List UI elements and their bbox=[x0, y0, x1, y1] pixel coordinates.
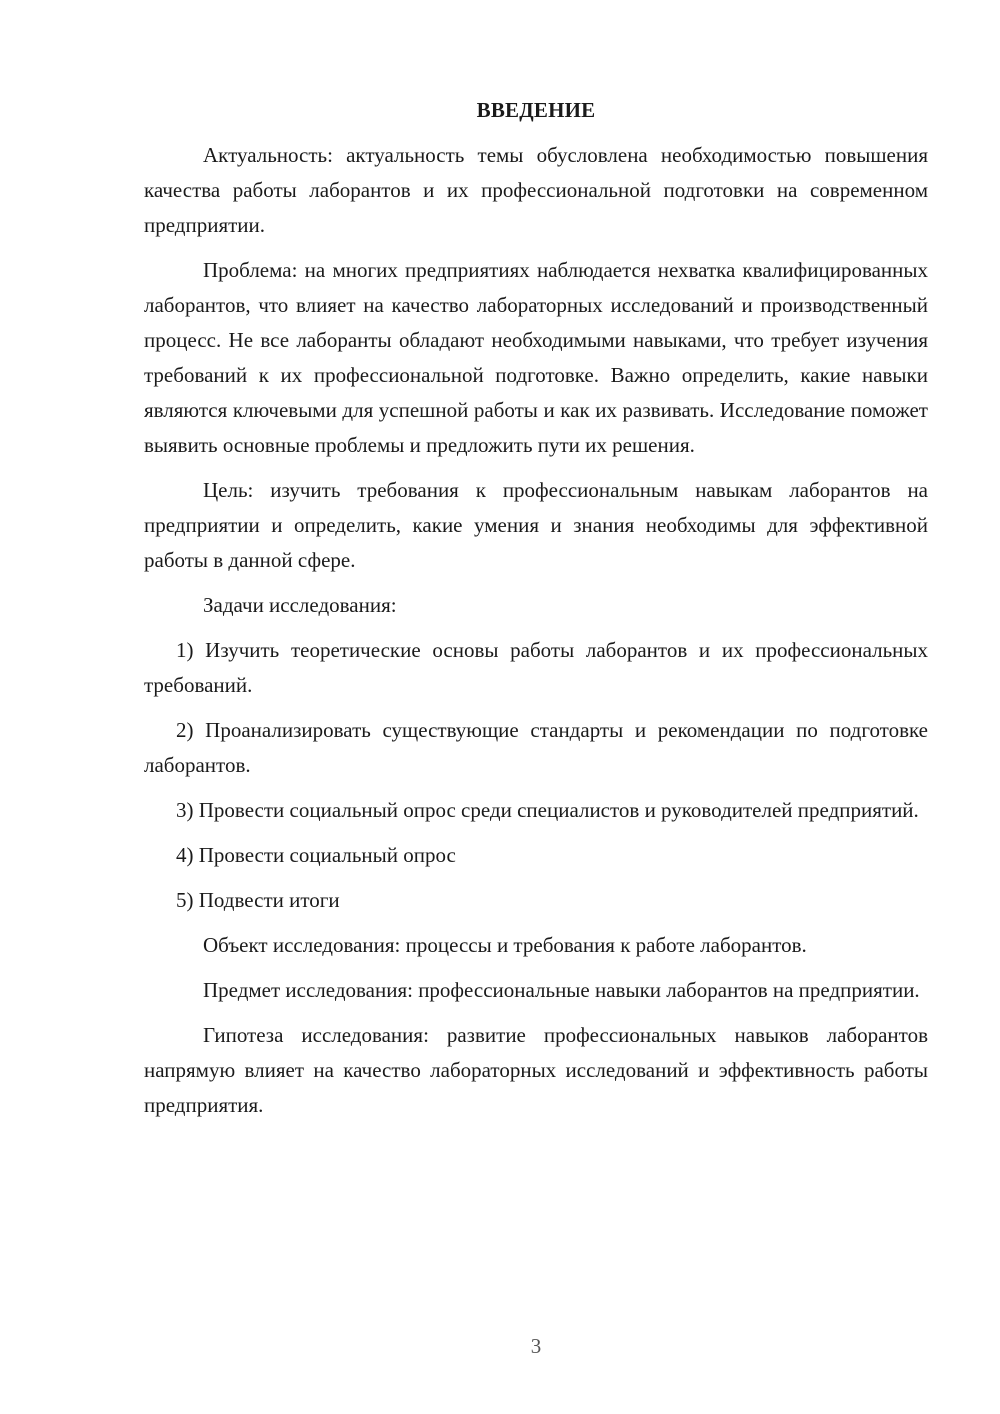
task-item-2: 2) Проанализировать существующие стандарты и рекомендации по подготовке лаборантов. bbox=[144, 718, 928, 777]
document-page bbox=[144, 92, 928, 1133]
task-item-1: 1) Изучить теоретические основы работы лаборантов и их профессиональных требований. bbox=[144, 638, 928, 697]
paragraph-problem: Проблема: на многих предприятиях наблюдается нехватка квалифицированных лаборантов, что влияет на качество лабораторных исследований и производственный процесс. Не все лаборанты обладают необходимыми навыками, что требует изучения требований к их профессиональной подготовке. Важно определить, какие навыки являются ключевыми для успешной работы и как их развивать. Исследование поможет выявить основные проблемы и предложить пути их решения. bbox=[144, 258, 928, 457]
section-title: ВВЕДЕНИЕ bbox=[476, 98, 596, 122]
paragraph-goal: Цель: изучить требования к профессиональным навыкам лаборантов на предприятии и определить, какие умения и знания необходимы для эффективной работы в данной сфере. bbox=[144, 478, 928, 572]
page-number: 3 bbox=[530, 1334, 542, 1358]
paragraph-object: Объект исследования: процессы и требования к работе лаборантов. bbox=[203, 933, 807, 957]
paragraph-relevance: Актуальность: актуальность темы обусловлена необходимостью повышения качества работы лаборантов и их профессиональной подготовки на современном предприятии. bbox=[144, 143, 928, 237]
task-item-5: 5) Подвести итоги bbox=[176, 888, 340, 912]
task-item-3: 3) Провести социальный опрос среди специалистов и руководителей предприятий. bbox=[176, 798, 919, 822]
task-item-4: 4) Провести социальный опрос bbox=[176, 843, 456, 867]
paragraph-subject: Предмет исследования: профессиональные навыки лаборантов на предприятии. bbox=[203, 978, 920, 1002]
tasks-heading: Задачи исследования: bbox=[203, 593, 397, 617]
paragraph-hypothesis: Гипотеза исследования: развитие профессиональных навыков лаборантов напрямую влияет на качество лабораторных исследований и эффективность работы предприятия. bbox=[144, 1023, 928, 1117]
